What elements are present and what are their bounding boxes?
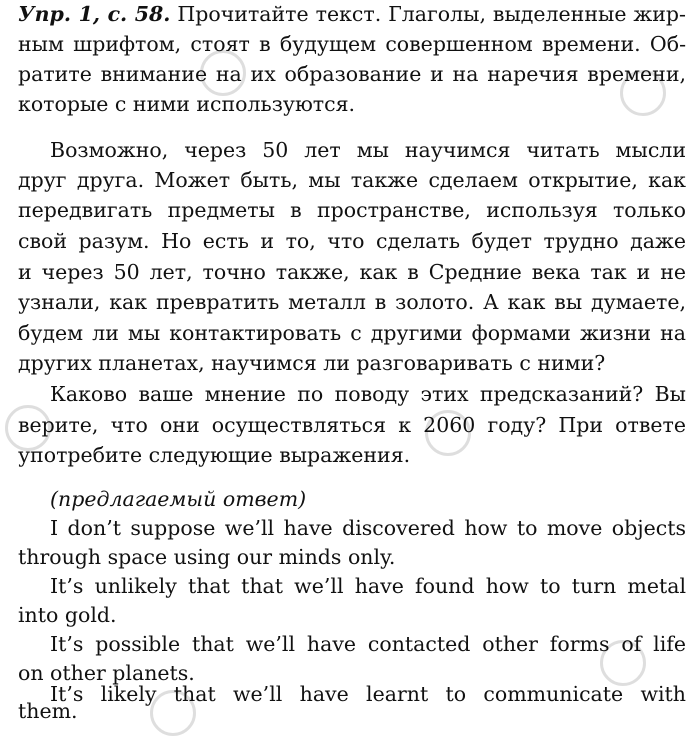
text-line: верите, что они осуществляться к 2060 году? При ответе (18, 413, 686, 437)
text-line: узнали, как превратить металл в золото. А как вы думаете, (18, 290, 686, 314)
answer-line: I don’t suppose we’ll have discovered how to move objects (50, 516, 686, 540)
text-line: свой разум. Но есть и то, что сделать будет трудно даже (18, 229, 686, 253)
answer-line: It’s possible that we’ll have contacted other forms of life (50, 632, 686, 656)
text-line: передвигать предметы в пространстве, используя только (18, 198, 686, 222)
text-line: употребите следующие выражения. (18, 443, 411, 467)
instruction-line: ратите внимание на их образование и на наречия времени, (18, 62, 686, 86)
text-line: друг друга. Может быть, мы также сделаем открытие, как (18, 168, 686, 192)
answer-final-lines (18, 682, 686, 723)
instruction-line: Упр. 1, с. 58. Прочитайте текст. Глаголы, выделенные жир- (18, 2, 686, 26)
answer-label: (предлагаемый ответ) (50, 487, 307, 511)
text-line: и через 50 лет, точно также, как в Средние века так и не (18, 260, 686, 284)
exercise-label: Упр. 1, с. 58. (18, 2, 171, 26)
text-line: будем ли мы контактировать с другими формами жизни на (18, 321, 686, 345)
text-line: Каково ваше мнение по поводу этих предсказаний? Вы (50, 382, 686, 406)
answer-line: through space using our minds only. (18, 545, 396, 569)
answer-line: on other planets. (18, 661, 195, 685)
instruction-line: которые с ними используются. (18, 92, 356, 116)
text-line: Возможно, через 50 лет мы научимся читать мысли (50, 138, 686, 162)
instruction-line: ным шрифтом, стоят в будущем совершенном времени. Об- (18, 32, 686, 56)
answer-line: It’s unlikely that that we’ll have found how to turn metal (50, 574, 686, 598)
answer-line: It’s likely that we’ll have learnt to communicate with (50, 682, 686, 706)
answer-line: into gold. (18, 603, 117, 627)
text-line: других планетах, научимся ли разговаривать с ними? (18, 351, 606, 375)
answer-line: them. (18, 699, 78, 723)
